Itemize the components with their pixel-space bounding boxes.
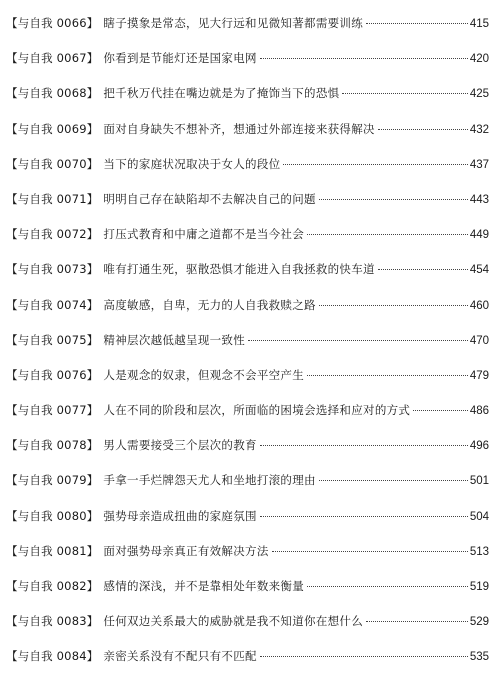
entry-code: 【与自我 0079】 — [6, 473, 99, 488]
entry-code: 【与自我 0077】 — [6, 403, 99, 418]
entry-title: 瞎子摸象是常态，见大行远和见微知著都需要训练 — [103, 16, 364, 30]
entry-code: 【与自我 0066】 — [6, 16, 99, 30]
entry-page-number: 415 — [469, 18, 489, 30]
dot-leader — [272, 551, 468, 552]
toc-entry[interactable] — [6, 6, 489, 41]
entry-page-number: 519 — [469, 581, 489, 593]
entry-page-number: 449 — [469, 229, 489, 242]
entry-page-number: 420 — [469, 53, 489, 66]
entry-title: 亲密关系没有不配只有不匹配 — [103, 649, 257, 664]
entry-code: 【与自我 0075】 — [6, 332, 99, 347]
toc-entry[interactable] — [6, 112, 489, 147]
entry-title: 感情的深浅，并不是靠相处年数来衡量 — [103, 579, 305, 593]
entry-code: 【与自我 0076】 — [6, 367, 99, 382]
entry-page-number: 432 — [469, 123, 489, 136]
dot-leader — [342, 93, 467, 94]
entry-page-number: 454 — [469, 264, 489, 277]
entry-code: 【与自我 0067】 — [6, 51, 99, 66]
dot-leader — [413, 410, 468, 411]
dot-leader — [378, 129, 468, 130]
entry-title: 精神层次越低越呈现一致性 — [103, 332, 246, 347]
entry-title: 当下的家庭状况取决于女人的段位 — [103, 156, 281, 171]
toc-entry[interactable] — [6, 569, 489, 604]
entry-code: 【与自我 0084】 — [6, 649, 99, 664]
toc-entry[interactable] — [6, 639, 489, 674]
entry-title: 男人需要接受三个层次的教育 — [103, 438, 257, 453]
dot-leader — [366, 23, 468, 24]
entry-title: 打压式教育和中庸之道都不是当今社会 — [103, 227, 305, 242]
entry-code: 【与自我 0073】 — [6, 262, 99, 277]
entry-code: 【与自我 0072】 — [6, 227, 99, 242]
toc-entry[interactable] — [6, 463, 489, 498]
toc-entry[interactable] — [6, 604, 489, 639]
entry-page-number: 443 — [469, 193, 489, 206]
entry-title: 把千秋万代挂在嘴边就是为了掩饰当下的恐惧 — [103, 86, 340, 101]
toc-entry[interactable] — [6, 323, 489, 358]
dot-leader — [307, 586, 468, 587]
entry-code: 【与自我 0069】 — [6, 121, 99, 136]
toc-entry[interactable] — [6, 499, 489, 534]
toc-entry[interactable] — [6, 358, 489, 393]
entry-page-number: 501 — [469, 475, 489, 488]
entry-title: 面对强势母亲真正有效解决方法 — [103, 543, 269, 558]
dot-leader — [260, 656, 468, 657]
entry-code: 【与自我 0078】 — [6, 438, 99, 453]
entry-title: 明明自己存在缺陷却不去解决自己的问题 — [103, 191, 316, 206]
dot-leader — [260, 445, 468, 446]
entry-page-number: 437 — [469, 158, 489, 171]
entry-page-number: 479 — [469, 369, 489, 382]
entry-title: 人是观念的奴隶，但观念不会平空产生 — [103, 367, 305, 382]
entry-page-number: 460 — [469, 299, 489, 312]
dot-leader — [366, 621, 468, 622]
entry-page-number: 470 — [469, 334, 489, 347]
entry-code: 【与自我 0080】 — [6, 508, 99, 523]
entry-page-number: 486 — [469, 405, 489, 418]
dot-leader — [260, 58, 468, 59]
toc-entry[interactable] — [6, 147, 489, 182]
dot-leader — [260, 516, 468, 517]
entry-page-number: 513 — [469, 545, 489, 558]
entry-code: 【与自我 0082】 — [6, 579, 99, 593]
entry-code: 【与自我 0081】 — [6, 543, 99, 558]
entry-title: 人在不同的阶段和层次，所面临的困境会选择和应对的方式 — [103, 403, 411, 418]
entry-code: 【与自我 0068】 — [6, 86, 99, 101]
entry-code: 【与自我 0083】 — [6, 614, 99, 629]
dot-leader — [248, 340, 468, 341]
dot-leader — [307, 234, 468, 235]
entry-page-number: 425 — [469, 88, 489, 101]
entry-title: 任何双边关系最大的威胁就是我不知道你在想什么 — [103, 614, 364, 629]
entry-page-number: 535 — [469, 651, 489, 664]
entry-title: 唯有打通生死，驱散恐惧才能进入自我拯救的快车道 — [103, 262, 375, 277]
dot-leader — [319, 199, 468, 200]
toc-entry[interactable] — [6, 534, 489, 569]
entry-page-number: 496 — [469, 440, 489, 453]
entry-title: 强势母亲造成扭曲的家庭氛围 — [103, 508, 257, 523]
entry-page-number: 529 — [469, 616, 489, 629]
entry-code: 【与自我 0070】 — [6, 156, 99, 171]
dot-leader — [319, 480, 468, 481]
entry-code: 【与自我 0074】 — [6, 297, 99, 312]
dot-leader — [378, 269, 468, 270]
entry-title: 面对自身缺失不想补齐，想通过外部连接来获得解决 — [103, 121, 375, 136]
toc-entry[interactable] — [6, 393, 489, 428]
entry-title: 高度敏感，自卑，无力的人自我救赎之路 — [103, 297, 316, 312]
entry-title: 你看到是节能灯还是国家电网 — [103, 51, 257, 66]
toc-entry[interactable] — [6, 428, 489, 463]
toc-entry[interactable] — [6, 288, 489, 323]
toc-entry[interactable] — [6, 41, 489, 76]
dot-leader — [283, 164, 467, 165]
entry-title: 手拿一手烂牌怨天尤人和坐地打滚的理由 — [103, 473, 316, 488]
dot-leader — [319, 305, 468, 306]
entry-page-number: 504 — [469, 510, 489, 523]
toc-entry[interactable] — [6, 252, 489, 287]
entry-code: 【与自我 0071】 — [6, 191, 99, 206]
toc-entry[interactable] — [6, 182, 489, 217]
toc-entry[interactable] — [6, 76, 489, 111]
dot-leader — [307, 375, 468, 376]
toc-entry[interactable] — [6, 217, 489, 252]
